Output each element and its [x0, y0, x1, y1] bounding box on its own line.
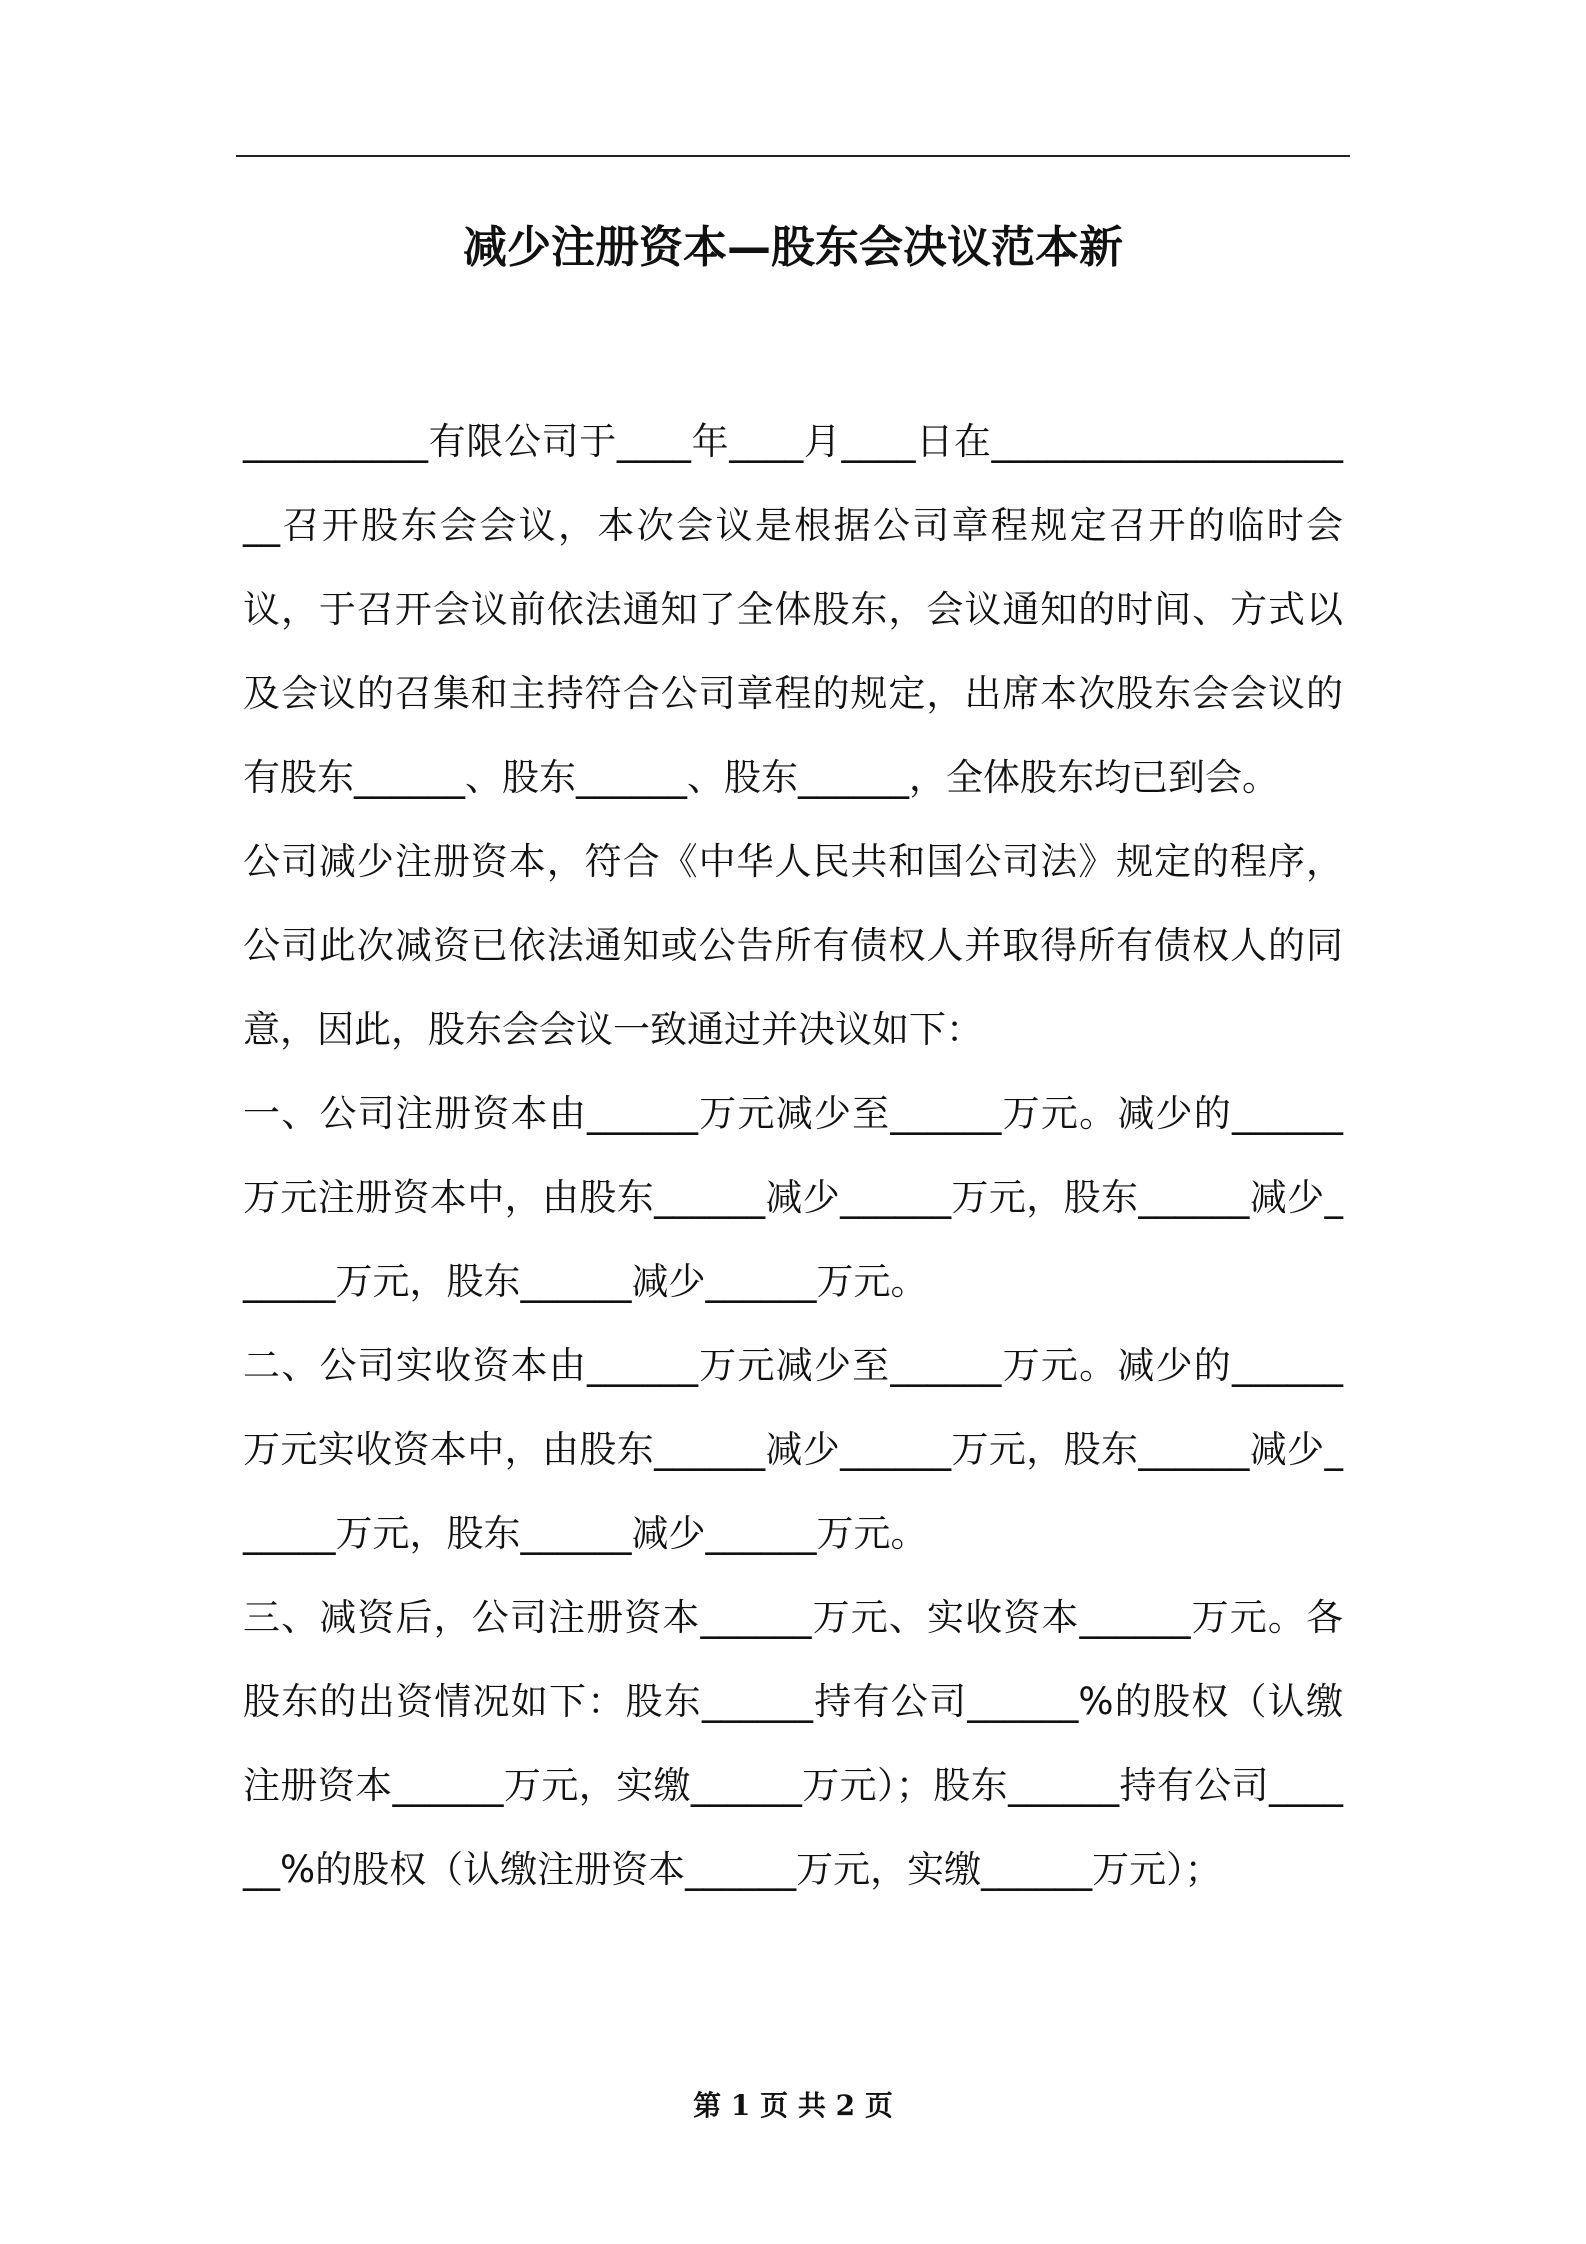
- page-number: 第 1 页 共 2 页: [693, 2089, 893, 2122]
- paragraph-resolution-intro: 公司减少注册资本，符合《中华人民共和国公司法》规定的程序，公司此次减资已依法通知或公告所有债权人并取得所有债权人的同意，因此，股东会会议一致通过并决议如下：: [243, 840, 1343, 1051]
- paragraph-item-registered-capital: 一、公司注册资本由______万元减少至______万元。减少的______万元注册资本中，由股东______减少______万元，股东______减少______万元，股东______减少______万元。: [243, 1092, 1343, 1303]
- paragraph-item-after-reduction: 三、减资后，公司注册资本______万元、实收资本______万元。各股东的出资情况如下：股东______持有公司______%的股权（认缴注册资本______万元，实缴______万元）；股东______持有公司______%的股权（认缴注册资本______万元，实缴______万元）；: [243, 1596, 1343, 1891]
- paragraph-item-paid-in-capital: 二、公司实收资本由______万元减少至______万元。减少的______万元实收资本中，由股东______减少______万元，股东______减少______万元，股东______减少______万元。: [243, 1344, 1343, 1555]
- paragraph-meeting-info: __________有限公司于____年____月____日在_____________________召开股东会会议，本次会议是根据公司章程规定召开的临时会议，于召开会议前依法通知了全体股东，会议通知的时间、方式以及会议的召集和主持符合公司章程的规定，出席本次股东会会议的有股东______、股东______、股东______，全体股东均已到会。: [243, 420, 1343, 799]
- header-rule: [236, 155, 1350, 157]
- document-title: 减少注册资本—股东会决议范本新: [463, 222, 1123, 273]
- document-body: [243, 400, 1343, 1912]
